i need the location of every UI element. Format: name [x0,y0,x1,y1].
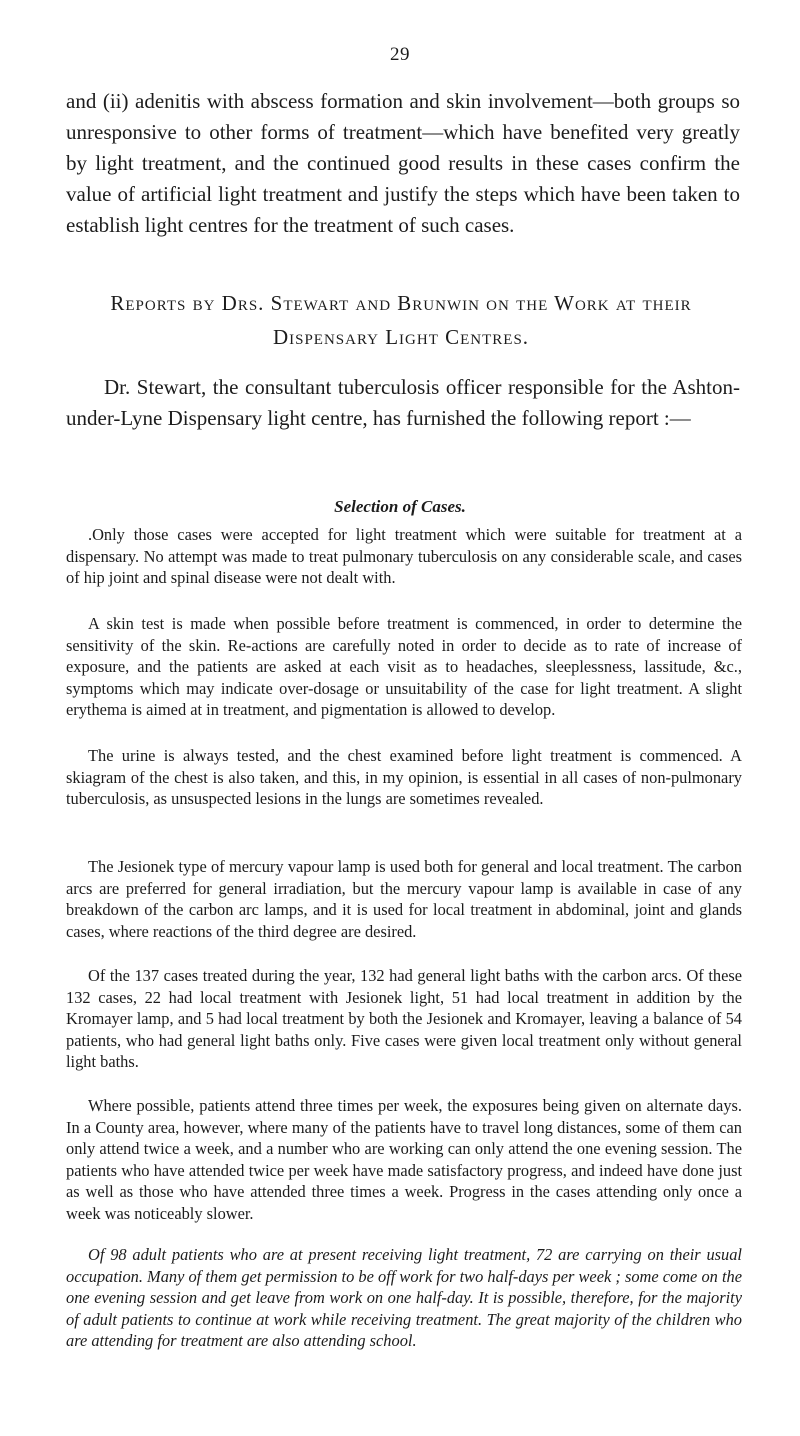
page-number: 29 [390,44,410,65]
lead-paragraph: and (ii) adenitis with abscess formation and skin involvement—both groups so unresponsive to other forms of treatment—which have benefited very greatly by light treatment, and the continued good results in these cases confirm the value of artificial light treatment and justify the steps which have been taken to establish light centres for the treatment of such cases. [66,89,740,237]
paragraph-case-statistics: Of the 137 cases treated during the year, 132 had general light baths with the carbon arcs. Of these 132 cases, 22 had local treatment with Jesionek light, 51 had local treatment in addition by the Kromayer lamp, and 5 had local treatment by both the Jesionek and Kromayer, leaving a balance of 54 patients, who had general light baths only. Five cases were given local treatment only without general light baths. [66,966,742,1071]
paragraph-adult-patients: Of 98 adult patients who are at present receiving light treatment, 72 are carrying on their usual occupation. Many of them get permission to be off work for two half-days per week ; some come on the one evening session and get leave from work on one half-day. It is possible, therefore, for the majority of adult patients to continue at work while receiving treatment. The great majority of the children who are attending for treatment are also attending school. [66,1245,742,1350]
subheading-selection-of-cases: Selection of Cases. [334,497,466,516]
paragraph-attendance: Where possible, patients attend three times per week, the exposures being given on alternate days. In a County area, however, where many of the patients have to travel long distances, some of them can only attend twice a week, and a number who are working can only attend the one evening session. The patients who have attended twice per week have made satisfactory progress, and indeed have done just as well as those who have attended three times a week. Progress in the cases attending only once a week was noticeably slower. [66,1096,742,1223]
section-heading: Reports by Drs. Stewart and Brunwin on the Work at their Dispensary Light Centres. [110,291,692,349]
intro-paragraph: Dr. Stewart, the consultant tuberculosis officer responsible for the Ashton-under-Lyne Dispensary light centre, has furnished the following report :— [66,375,740,430]
paragraph-skin-test: A skin test is made when possible before treatment is commenced, in order to determine the sensitivity of the skin. Re-actions are carefully noted in order to decide as to rate of increase of exposure, and the patients are asked at each visit as to headaches, sleeplessness, lassitude, &c., symptoms which may indicate over-dosage or unsuitability of the case for light treatment. A slight erythema is aimed at in treatment, and pigmentation is allowed to develop. [66,614,742,719]
paragraph-urine-test: The urine is always tested, and the chest examined before light treatment is commenced. A skiagram of the chest is also taken, and this, in my opinion, is essential in all cases of non-pulmonary tuberculosis, as unsuspected lesions in the lungs are sometimes revealed. [66,746,742,808]
paragraph-lamp-types: The Jesionek type of mercury vapour lamp is used both for general and local treatment. The carbon arcs are preferred for general irradiation, but the mercury vapour lamp is available in case of any breakdown of the carbon arc lamps, and it is used for local treatment in abdominal, joint and glands cases, where reactions of the third degree are desired. [66,857,742,941]
paragraph-case-selection: .Only those cases were accepted for light treatment which were suitable for treatment at a dispensary. No attempt was made to treat pulmonary tuberculosis on any considerable scale, and cases of hip joint and spinal disease were not dealt with. [66,525,742,587]
